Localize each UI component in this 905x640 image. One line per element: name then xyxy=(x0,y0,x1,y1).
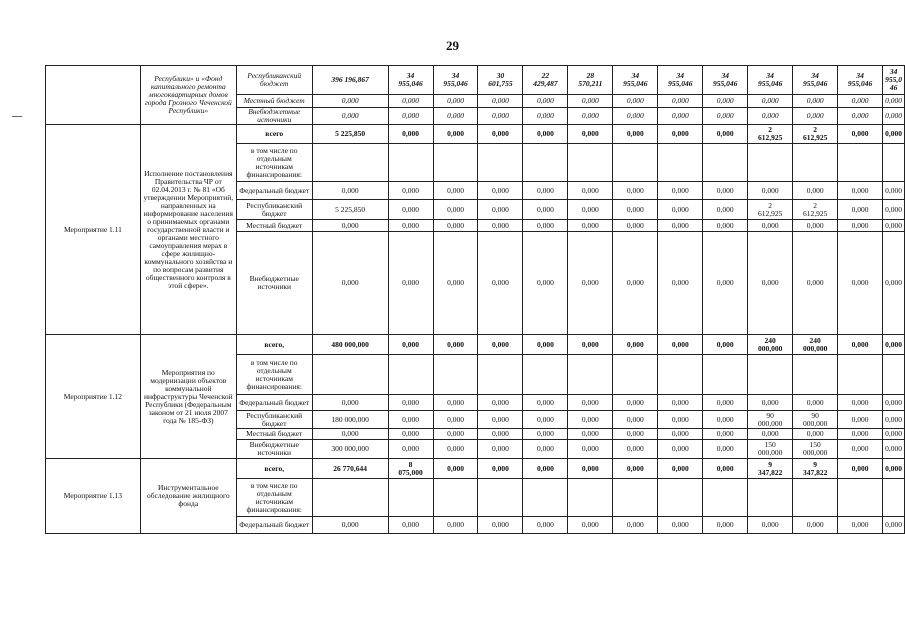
empty-cell xyxy=(478,144,523,182)
value-cell: 0,000 xyxy=(748,517,793,534)
value-cell: 0,000 xyxy=(433,232,478,335)
value-cell: 0,000 xyxy=(388,200,433,220)
empty-cell xyxy=(478,355,523,395)
value-cell: 0,000 xyxy=(523,95,568,108)
value-cell: 0,000 xyxy=(568,220,613,232)
value-cell: 0,000 xyxy=(838,335,883,355)
funding-source: Внебюджетные источники xyxy=(236,232,312,335)
value-cell: 0,000 xyxy=(838,232,883,335)
empty-cell xyxy=(613,479,658,517)
value-cell: 2 612,925 xyxy=(793,125,838,144)
value-cell: 0,000 xyxy=(478,95,523,108)
value-cell: 0,000 xyxy=(433,517,478,534)
value-cell: 0,000 xyxy=(703,411,748,429)
value-cell: 0,000 xyxy=(568,429,613,440)
value-cell: 34 955,046 xyxy=(388,66,433,95)
funding-source: Федеральный бюджет xyxy=(236,517,312,534)
funding-source: всего, xyxy=(236,335,312,355)
value-cell: 0,000 xyxy=(568,125,613,144)
value-cell: 0,000 xyxy=(703,395,748,411)
value-cell: 0,000 xyxy=(613,220,658,232)
value-cell: 0,000 xyxy=(703,335,748,355)
value-cell: 0,000 xyxy=(388,220,433,232)
value-cell: 0,000 xyxy=(523,440,568,459)
value-cell: 0,000 xyxy=(433,220,478,232)
value-cell: 0,000 xyxy=(523,429,568,440)
value-cell: 0,000 xyxy=(478,440,523,459)
empty-cell xyxy=(568,355,613,395)
value-cell: 26 770,644 xyxy=(312,459,388,479)
value-cell: 0,000 xyxy=(658,411,703,429)
value-cell: 0,000 xyxy=(748,232,793,335)
value-cell: 0,000 xyxy=(838,220,883,232)
empty-cell xyxy=(433,355,478,395)
value-cell: 0,000 xyxy=(568,200,613,220)
value-cell: 0,000 xyxy=(613,95,658,108)
value-cell: 0,000 xyxy=(793,108,838,125)
value-cell: 2 612,925 xyxy=(748,125,793,144)
value-cell: 0,000 xyxy=(658,200,703,220)
value-cell: 0,000 xyxy=(883,335,905,355)
value-cell: 2 612,925 xyxy=(748,200,793,220)
value-cell: 5 225,850 xyxy=(312,200,388,220)
value-cell: 0,000 xyxy=(703,95,748,108)
value-cell: 0,000 xyxy=(433,459,478,479)
value-cell: 0,000 xyxy=(883,411,905,429)
value-cell: 0,000 xyxy=(568,335,613,355)
value-cell: 0,000 xyxy=(568,459,613,479)
value-cell: 0,000 xyxy=(703,200,748,220)
value-cell: 0,000 xyxy=(433,95,478,108)
value-cell: 0,000 xyxy=(703,220,748,232)
empty-cell xyxy=(388,479,433,517)
funding-source: Внебюджетные источники xyxy=(236,108,312,125)
table-row xyxy=(46,66,905,95)
value-cell: 34 955,046 xyxy=(433,66,478,95)
value-cell: 0,000 xyxy=(388,517,433,534)
value-cell: 0,000 xyxy=(388,95,433,108)
value-cell: 0,000 xyxy=(613,459,658,479)
value-cell: 0,000 xyxy=(658,125,703,144)
value-cell: 0,000 xyxy=(793,395,838,411)
value-cell: 0,000 xyxy=(388,395,433,411)
value-cell: 150 000,000 xyxy=(793,440,838,459)
value-cell: 0,000 xyxy=(478,200,523,220)
value-cell: 0,000 xyxy=(658,182,703,200)
value-cell: 0,000 xyxy=(523,411,568,429)
value-cell: 0,000 xyxy=(388,335,433,355)
value-cell: 0,000 xyxy=(703,182,748,200)
value-cell: 0,000 xyxy=(703,440,748,459)
funding-source: в том числе по отдельным источникам финансирования: xyxy=(236,479,312,517)
value-cell: 480 000,000 xyxy=(312,335,388,355)
value-cell: 0,000 xyxy=(312,108,388,125)
value-cell: 0,000 xyxy=(433,395,478,411)
value-cell: 0,000 xyxy=(312,95,388,108)
value-cell: 0,000 xyxy=(793,220,838,232)
value-cell: 0,000 xyxy=(613,429,658,440)
value-cell: 0,000 xyxy=(312,517,388,534)
value-cell: 0,000 xyxy=(613,125,658,144)
empty-cell xyxy=(312,144,388,182)
value-cell: 0,000 xyxy=(703,125,748,144)
value-cell: 0,000 xyxy=(433,125,478,144)
value-cell: 0,000 xyxy=(883,95,905,108)
funding-source: Местный бюджет xyxy=(236,220,312,232)
value-cell: 34 955,046 xyxy=(838,66,883,95)
value-cell: 0,000 xyxy=(793,95,838,108)
empty-cell xyxy=(703,355,748,395)
value-cell: 0,000 xyxy=(312,429,388,440)
margin-mark xyxy=(12,116,22,117)
value-cell: 0,000 xyxy=(838,440,883,459)
value-cell: 0,000 xyxy=(838,182,883,200)
value-cell: 0,000 xyxy=(478,108,523,125)
value-cell: 0,000 xyxy=(748,220,793,232)
value-cell: 0,000 xyxy=(613,335,658,355)
value-cell: 2 612,925 xyxy=(793,200,838,220)
value-cell: 9 347,822 xyxy=(793,459,838,479)
event-description: Исполнение постановления Правительства ЧР от 02.04.2013 г. № 81 «Об утверждении Мероприятий, направленных на информирование населения о принимаемых органами государственной власти и органами местного самоуправления мерах в сфере жилищно-коммунального хозяйства и по вопросам развития общественного контроля в этой сфере». xyxy=(140,125,236,335)
empty-cell xyxy=(883,144,905,182)
value-cell: 0,000 xyxy=(883,395,905,411)
value-cell: 0,000 xyxy=(883,232,905,335)
value-cell: 0,000 xyxy=(883,182,905,200)
empty-cell xyxy=(703,144,748,182)
value-cell: 0,000 xyxy=(838,125,883,144)
funding-source: в том числе по отдельным источникам финансирования: xyxy=(236,144,312,182)
empty-cell xyxy=(433,479,478,517)
empty-cell xyxy=(748,479,793,517)
empty-cell xyxy=(312,479,388,517)
funding-source: в том числе по отдельным источникам финансирования: xyxy=(236,355,312,395)
value-cell: 0,000 xyxy=(613,395,658,411)
value-cell: 240 000,000 xyxy=(748,335,793,355)
value-cell: 0,000 xyxy=(793,517,838,534)
value-cell: 300 000,000 xyxy=(312,440,388,459)
empty-cell xyxy=(793,144,838,182)
empty-cell xyxy=(883,479,905,517)
value-cell: 0,000 xyxy=(433,200,478,220)
value-cell: 0,000 xyxy=(613,182,658,200)
value-cell: 0,000 xyxy=(312,220,388,232)
empty-cell xyxy=(478,479,523,517)
empty-cell xyxy=(703,479,748,517)
empty-cell xyxy=(748,355,793,395)
table-row xyxy=(46,125,905,144)
value-cell: 0,000 xyxy=(883,429,905,440)
funding-source: всего, xyxy=(236,459,312,479)
funding-source: Местный бюджет xyxy=(236,95,312,108)
value-cell: 0,000 xyxy=(838,411,883,429)
funding-source: всего xyxy=(236,125,312,144)
value-cell: 0,000 xyxy=(883,200,905,220)
empty-cell xyxy=(883,355,905,395)
empty-cell xyxy=(838,355,883,395)
value-cell: 0,000 xyxy=(883,517,905,534)
value-cell: 0,000 xyxy=(478,517,523,534)
value-cell: 0,000 xyxy=(703,232,748,335)
value-cell: 0,000 xyxy=(433,440,478,459)
value-cell: 0,000 xyxy=(388,108,433,125)
funding-source: Внебюджетные источники xyxy=(236,440,312,459)
event-description: Республики» и «Фонд капитального ремонта многоквартирных домов города Грозного Чеченской Республики» xyxy=(140,66,236,125)
value-cell: 0,000 xyxy=(568,411,613,429)
value-cell: 0,000 xyxy=(703,108,748,125)
value-cell: 0,000 xyxy=(793,182,838,200)
value-cell: 0,000 xyxy=(478,395,523,411)
empty-cell xyxy=(312,355,388,395)
value-cell: 0,000 xyxy=(568,440,613,459)
empty-cell xyxy=(613,355,658,395)
value-cell: 0,000 xyxy=(838,517,883,534)
empty-cell xyxy=(658,479,703,517)
empty-cell xyxy=(388,355,433,395)
value-cell: 34 955,046 xyxy=(748,66,793,95)
value-cell: 0,000 xyxy=(388,182,433,200)
value-cell: 0,000 xyxy=(478,335,523,355)
value-cell: 0,000 xyxy=(658,459,703,479)
value-cell: 0,000 xyxy=(613,440,658,459)
value-cell: 22 429,487 xyxy=(523,66,568,95)
value-cell: 0,000 xyxy=(838,200,883,220)
value-cell: 0,000 xyxy=(312,182,388,200)
empty-cell xyxy=(838,144,883,182)
value-cell: 0,000 xyxy=(613,232,658,335)
value-cell: 0,000 xyxy=(433,335,478,355)
value-cell: 0,000 xyxy=(523,459,568,479)
value-cell: 0,000 xyxy=(523,395,568,411)
value-cell: 0,000 xyxy=(793,232,838,335)
value-cell: 0,000 xyxy=(883,108,905,125)
value-cell: 0,000 xyxy=(748,395,793,411)
value-cell: 0,000 xyxy=(658,95,703,108)
value-cell: 0,000 xyxy=(748,95,793,108)
value-cell: 0,000 xyxy=(388,440,433,459)
value-cell: 0,000 xyxy=(478,459,523,479)
value-cell: 0,000 xyxy=(478,220,523,232)
budget-table xyxy=(45,65,905,534)
value-cell: 0,000 xyxy=(478,125,523,144)
funding-source: Местный бюджет xyxy=(236,429,312,440)
value-cell: 34 955,0 46 xyxy=(883,66,905,95)
value-cell: 0,000 xyxy=(478,429,523,440)
value-cell: 34 955,046 xyxy=(658,66,703,95)
value-cell: 0,000 xyxy=(568,108,613,125)
table-row xyxy=(46,459,905,479)
value-cell: 0,000 xyxy=(388,429,433,440)
value-cell: 0,000 xyxy=(613,108,658,125)
empty-cell xyxy=(523,144,568,182)
value-cell: 0,000 xyxy=(523,517,568,534)
value-cell: 0,000 xyxy=(568,182,613,200)
value-cell: 0,000 xyxy=(613,411,658,429)
value-cell: 0,000 xyxy=(478,232,523,335)
value-cell: 0,000 xyxy=(658,395,703,411)
value-cell: 0,000 xyxy=(523,108,568,125)
value-cell: 0,000 xyxy=(883,440,905,459)
value-cell: 0,000 xyxy=(883,220,905,232)
value-cell: 0,000 xyxy=(523,125,568,144)
value-cell: 0,000 xyxy=(658,335,703,355)
event-label: Мероприятие 1.13 xyxy=(46,459,141,534)
value-cell: 30 601,755 xyxy=(478,66,523,95)
value-cell: 150 000,000 xyxy=(748,440,793,459)
empty-cell xyxy=(568,144,613,182)
value-cell: 0,000 xyxy=(838,429,883,440)
value-cell: 0,000 xyxy=(433,411,478,429)
value-cell: 396 196,867 xyxy=(312,66,388,95)
value-cell: 0,000 xyxy=(838,95,883,108)
value-cell: 0,000 xyxy=(883,125,905,144)
value-cell: 0,000 xyxy=(838,395,883,411)
value-cell: 0,000 xyxy=(388,125,433,144)
empty-cell xyxy=(433,144,478,182)
value-cell: 9 347,822 xyxy=(748,459,793,479)
value-cell: 0,000 xyxy=(433,429,478,440)
value-cell: 240 000,000 xyxy=(793,335,838,355)
value-cell: 0,000 xyxy=(748,182,793,200)
funding-source: Республиканский бюджет xyxy=(236,411,312,429)
value-cell: 0,000 xyxy=(433,108,478,125)
table-row xyxy=(46,335,905,355)
value-cell: 0,000 xyxy=(523,182,568,200)
value-cell: 0,000 xyxy=(703,429,748,440)
value-cell: 90 000,000 xyxy=(793,411,838,429)
value-cell: 0,000 xyxy=(568,395,613,411)
value-cell: 0,000 xyxy=(838,108,883,125)
value-cell: 34 955,046 xyxy=(613,66,658,95)
value-cell: 0,000 xyxy=(312,232,388,335)
value-cell: 0,000 xyxy=(523,232,568,335)
event-description: Мероприятия по модернизации объектов коммунальной инфраструктуры Чеченской Республики (Федеральным законом от 21 июля 2007 года № 185-ФЗ) xyxy=(140,335,236,459)
value-cell: 0,000 xyxy=(658,440,703,459)
value-cell: 0,000 xyxy=(793,429,838,440)
empty-cell xyxy=(793,355,838,395)
value-cell: 0,000 xyxy=(748,429,793,440)
value-cell: 0,000 xyxy=(703,459,748,479)
value-cell: 0,000 xyxy=(568,95,613,108)
value-cell: 0,000 xyxy=(613,200,658,220)
value-cell: 90 000,000 xyxy=(748,411,793,429)
value-cell: 0,000 xyxy=(568,517,613,534)
empty-cell xyxy=(838,479,883,517)
event-label: Мероприятие 1.12 xyxy=(46,335,141,459)
value-cell: 0,000 xyxy=(658,517,703,534)
empty-cell xyxy=(748,144,793,182)
value-cell: 0,000 xyxy=(613,517,658,534)
empty-cell xyxy=(388,144,433,182)
value-cell: 0,000 xyxy=(388,232,433,335)
value-cell: 0,000 xyxy=(478,182,523,200)
value-cell: 0,000 xyxy=(523,200,568,220)
value-cell: 0,000 xyxy=(478,411,523,429)
value-cell: 0,000 xyxy=(312,395,388,411)
value-cell: 180 000,000 xyxy=(312,411,388,429)
value-cell: 8 075,000 xyxy=(388,459,433,479)
empty-cell xyxy=(568,479,613,517)
empty-cell xyxy=(523,479,568,517)
page-number: 29 xyxy=(446,38,459,53)
value-cell: 0,000 xyxy=(568,232,613,335)
funding-source: Республиканский бюджет xyxy=(236,200,312,220)
value-cell: 5 225,850 xyxy=(312,125,388,144)
empty-cell xyxy=(793,479,838,517)
funding-source: Федеральный бюджет xyxy=(236,395,312,411)
empty-cell xyxy=(658,355,703,395)
value-cell: 34 955,046 xyxy=(703,66,748,95)
value-cell: 0,000 xyxy=(658,108,703,125)
event-cell xyxy=(46,66,141,125)
value-cell: 0,000 xyxy=(523,335,568,355)
funding-source: Республиканский бюджет xyxy=(236,66,312,95)
value-cell: 0,000 xyxy=(838,459,883,479)
event-label: Мероприятие 1.11 xyxy=(46,125,141,335)
empty-cell xyxy=(613,144,658,182)
value-cell: 0,000 xyxy=(433,182,478,200)
value-cell: 0,000 xyxy=(388,411,433,429)
value-cell: 0,000 xyxy=(658,220,703,232)
value-cell: 0,000 xyxy=(703,517,748,534)
value-cell: 0,000 xyxy=(748,108,793,125)
empty-cell xyxy=(658,144,703,182)
value-cell: 0,000 xyxy=(658,232,703,335)
empty-cell xyxy=(523,355,568,395)
funding-source: Федеральный бюджет xyxy=(236,182,312,200)
value-cell: 0,000 xyxy=(658,429,703,440)
value-cell: 0,000 xyxy=(523,220,568,232)
value-cell: 34 955,046 xyxy=(793,66,838,95)
value-cell: 28 570,211 xyxy=(568,66,613,95)
event-description: Инструментальное обследование жилищного фонда xyxy=(140,459,236,534)
value-cell: 0,000 xyxy=(883,459,905,479)
